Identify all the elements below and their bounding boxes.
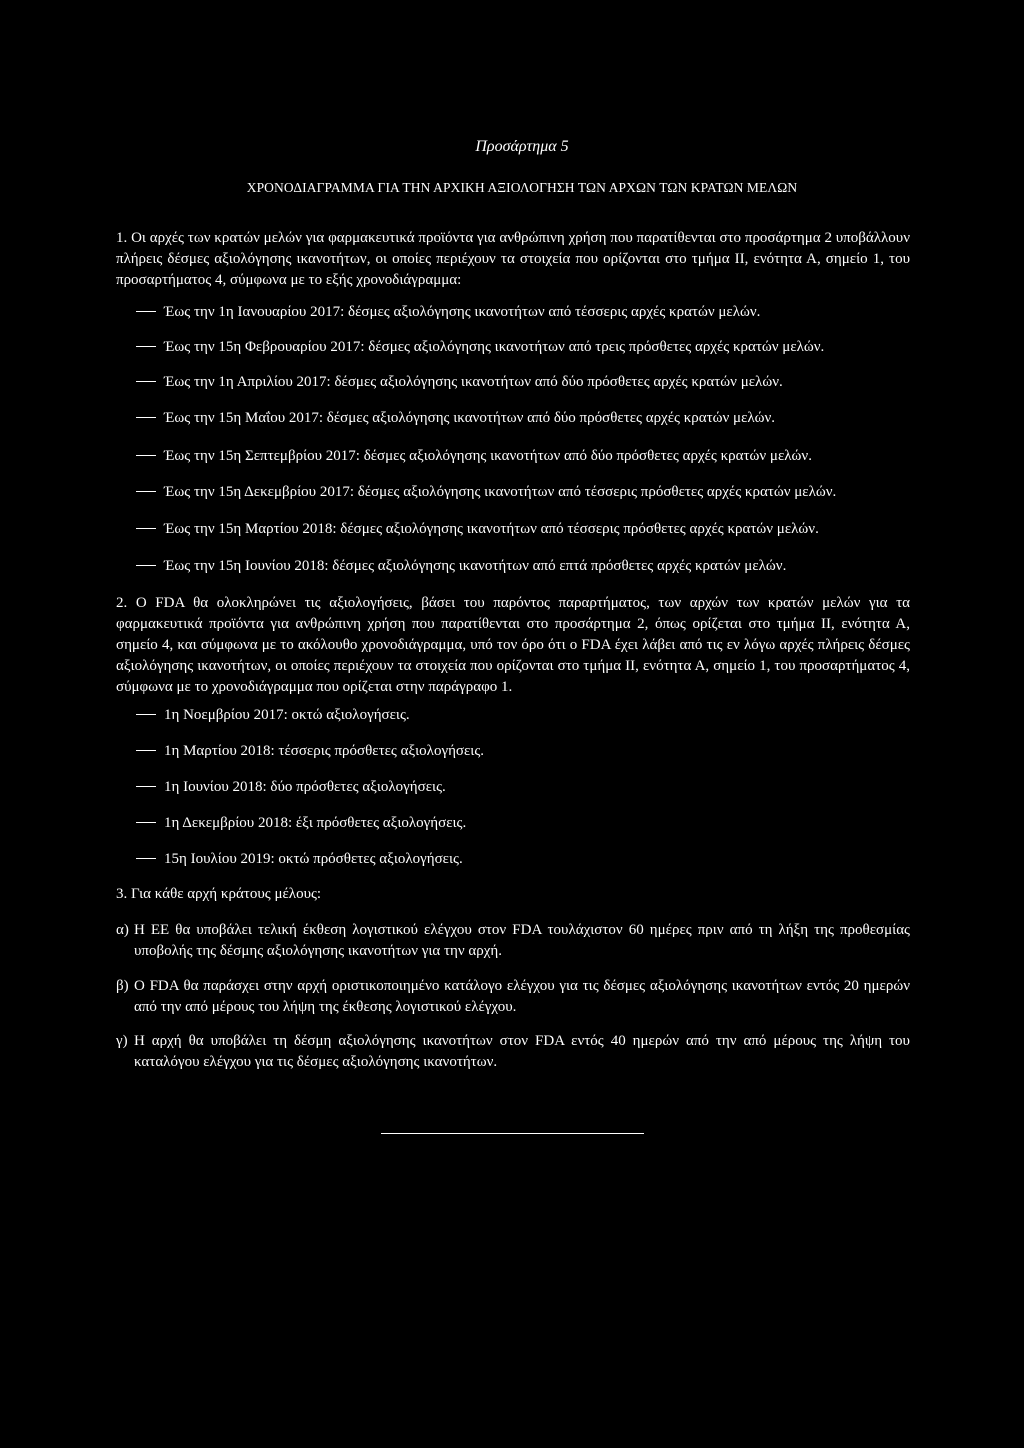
dash-icon xyxy=(136,346,156,347)
subitem-c xyxy=(116,1031,910,1073)
list-item: 1η Ιουνίου 2018: δύο πρόσθετες αξιολογήσεις. xyxy=(136,777,446,798)
annex-label: Προσάρτημα 5 xyxy=(475,138,569,155)
subitem-label: γ) xyxy=(116,1033,128,1049)
end-rule xyxy=(381,1133,644,1134)
dash-icon xyxy=(136,455,156,456)
dash-icon xyxy=(136,565,156,566)
dash-icon xyxy=(136,311,156,312)
list-item: Έως την 15η Φεβρουαρίου 2017: δέσμες αξιολόγησης ικανοτήτων από τρεις πρόσθετες αρχές κρατών μελών. xyxy=(136,337,824,358)
section-3-number: 3. xyxy=(116,886,128,902)
list-item: 1η Δεκεμβρίου 2018: έξι πρόσθετες αξιολογήσεις. xyxy=(136,813,466,834)
dash-icon xyxy=(136,528,156,529)
list-item: Έως την 1η Ιανουαρίου 2017: δέσμες αξιολόγησης ικανοτήτων από τέσσερις αρχές κρατών μελών. xyxy=(136,302,760,323)
section-3-text: Για κάθε αρχή κράτους μέλους: xyxy=(131,886,322,902)
list-item: Έως την 1η Απριλίου 2017: δέσμες αξιολόγησης ικανοτήτων από δύο πρόσθετες αρχές κρατών μελών. xyxy=(136,372,783,393)
list-item: 15η Ιουλίου 2019: οκτώ πρόσθετες αξιολογήσεις. xyxy=(136,849,463,870)
subitem-text: Η αρχή θα υποβάλει τη δέσμη αξιολόγησης ικανοτήτων στον FDA εντός 40 ημερών από την από μέρους της λήψη του καταλόγου ελέγχου για τις δέσμες αξιολόγησης ικανοτήτων. xyxy=(134,1033,910,1070)
list-item: 1η Νοεμβρίου 2017: οκτώ αξιολογήσεις. xyxy=(136,705,410,726)
section-1-paragraph xyxy=(116,228,910,291)
dash-icon xyxy=(136,786,156,787)
subitem-a xyxy=(116,920,910,962)
subitem-text: Η ΕΕ θα υποβάλει τελική έκθεση λογιστικού ελέγχου στον FDA τουλάχιστον 60 ημέρες πριν από τη λήξη της προθεσμίας υποβολής της δέσμης αξιολόγησης ικανοτήτων για την αρχή. xyxy=(134,922,910,959)
dash-icon xyxy=(136,714,156,715)
list-item: Έως την 15η Δεκεμβρίου 2017: δέσμες αξιολόγησης ικανοτήτων από τέσσερις πρόσθετες αρχές κρατών μελών. xyxy=(136,482,836,503)
list-item: Έως την 15η Μαρτίου 2018: δέσμες αξιολόγησης ικανοτήτων από τέσσερις πρόσθετες αρχές κρατών μελών. xyxy=(136,519,819,540)
section-2-text: Ο FDA θα ολοκληρώνει τις αξιολογήσεις, βάσει του παρόντος παραρτήματος, των αρχών των κρατών μελών για τα φαρμακευτικά προϊόντα για ανθρώπινη χρήση που παρατίθενται στο προσάρτημα 2, όπως ορίζεται στο τμήμα II, ενότητα Α, σημείο 4, και σύμφωνα με το ακόλουθο χρονοδιάγραμμα, υπό τον όρο ότι ο FDA έχει λάβει από τις εν λόγω αρχές πλήρεις δέσμες αξιολόγησης ικανοτήτων, οι οποίες περιέχουν τα στοιχεία που ορίζονται στο τμήμα II, ενότητα Α, σημείο 1, του προσαρτήματος 4, σύμφωνα με το χρονοδιάγραμμα που ορίζεται στην παράγραφο 1. xyxy=(116,595,910,695)
subitem-label: α) xyxy=(116,922,129,938)
section-1-number: 1. xyxy=(116,230,128,246)
section-2-number: 2. xyxy=(116,595,128,611)
dash-icon xyxy=(136,417,156,418)
dash-icon xyxy=(136,381,156,382)
list-item: Έως την 15η Μαΐου 2017: δέσμες αξιολόγησης ικανοτήτων από δύο πρόσθετες αρχές κρατών μελών. xyxy=(136,408,775,429)
list-item: Έως την 15η Σεπτεμβρίου 2017: δέσμες αξιολόγησης ικανοτήτων από δύο πρόσθετες αρχές κρατών μελών. xyxy=(136,446,812,467)
section-2-paragraph xyxy=(116,593,910,698)
subitem-label: β) xyxy=(116,978,129,994)
section-1-text: Οι αρχές των κρατών μελών για φαρμακευτικά προϊόντα για ανθρώπινη χρήση που παρατίθενται στο προσάρτημα 2 υποβάλλουν πλήρεις δέσμες αξιολόγησης ικανοτήτων, οι οποίες περιέχουν τα στοιχεία που ορίζονται στο τμήμα II, ενότητα Α, σημείο 1, του προσαρτήματος 4, σύμφωνα με το εξής χρονοδιάγραμμα: xyxy=(116,230,910,288)
dash-icon xyxy=(136,491,156,492)
list-item: 1η Μαρτίου 2018: τέσσερις πρόσθετες αξιολογήσεις. xyxy=(136,741,484,762)
subitem-text: Ο FDA θα παράσχει στην αρχή οριστικοποιημένο κατάλογο ελέγχου για τις δέσμες αξιολόγησης ικανοτήτων εντός 20 ημερών από την από μέρους του λήψη της έκθεσης λογιστικού ελέγχου. xyxy=(134,978,910,1015)
dash-icon xyxy=(136,750,156,751)
subitem-b xyxy=(116,976,910,1018)
document-title: ΧΡΟΝΟΔΙΑΓΡΑΜΜΑ ΓΙΑ ΤΗΝ ΑΡΧΙΚΗ ΑΞΙΟΛΟΓΗΣΗ ΤΩΝ ΑΡΧΩΝ ΤΩΝ ΚΡΑΤΩΝ ΜΕΛΩΝ xyxy=(246,180,798,195)
dash-icon xyxy=(136,822,156,823)
dash-icon xyxy=(136,858,156,859)
section-3-heading xyxy=(116,884,321,905)
list-item: Έως την 15η Ιουνίου 2018: δέσμες αξιολόγησης ικανοτήτων από επτά πρόσθετες αρχές κρατών μελών. xyxy=(136,556,786,577)
